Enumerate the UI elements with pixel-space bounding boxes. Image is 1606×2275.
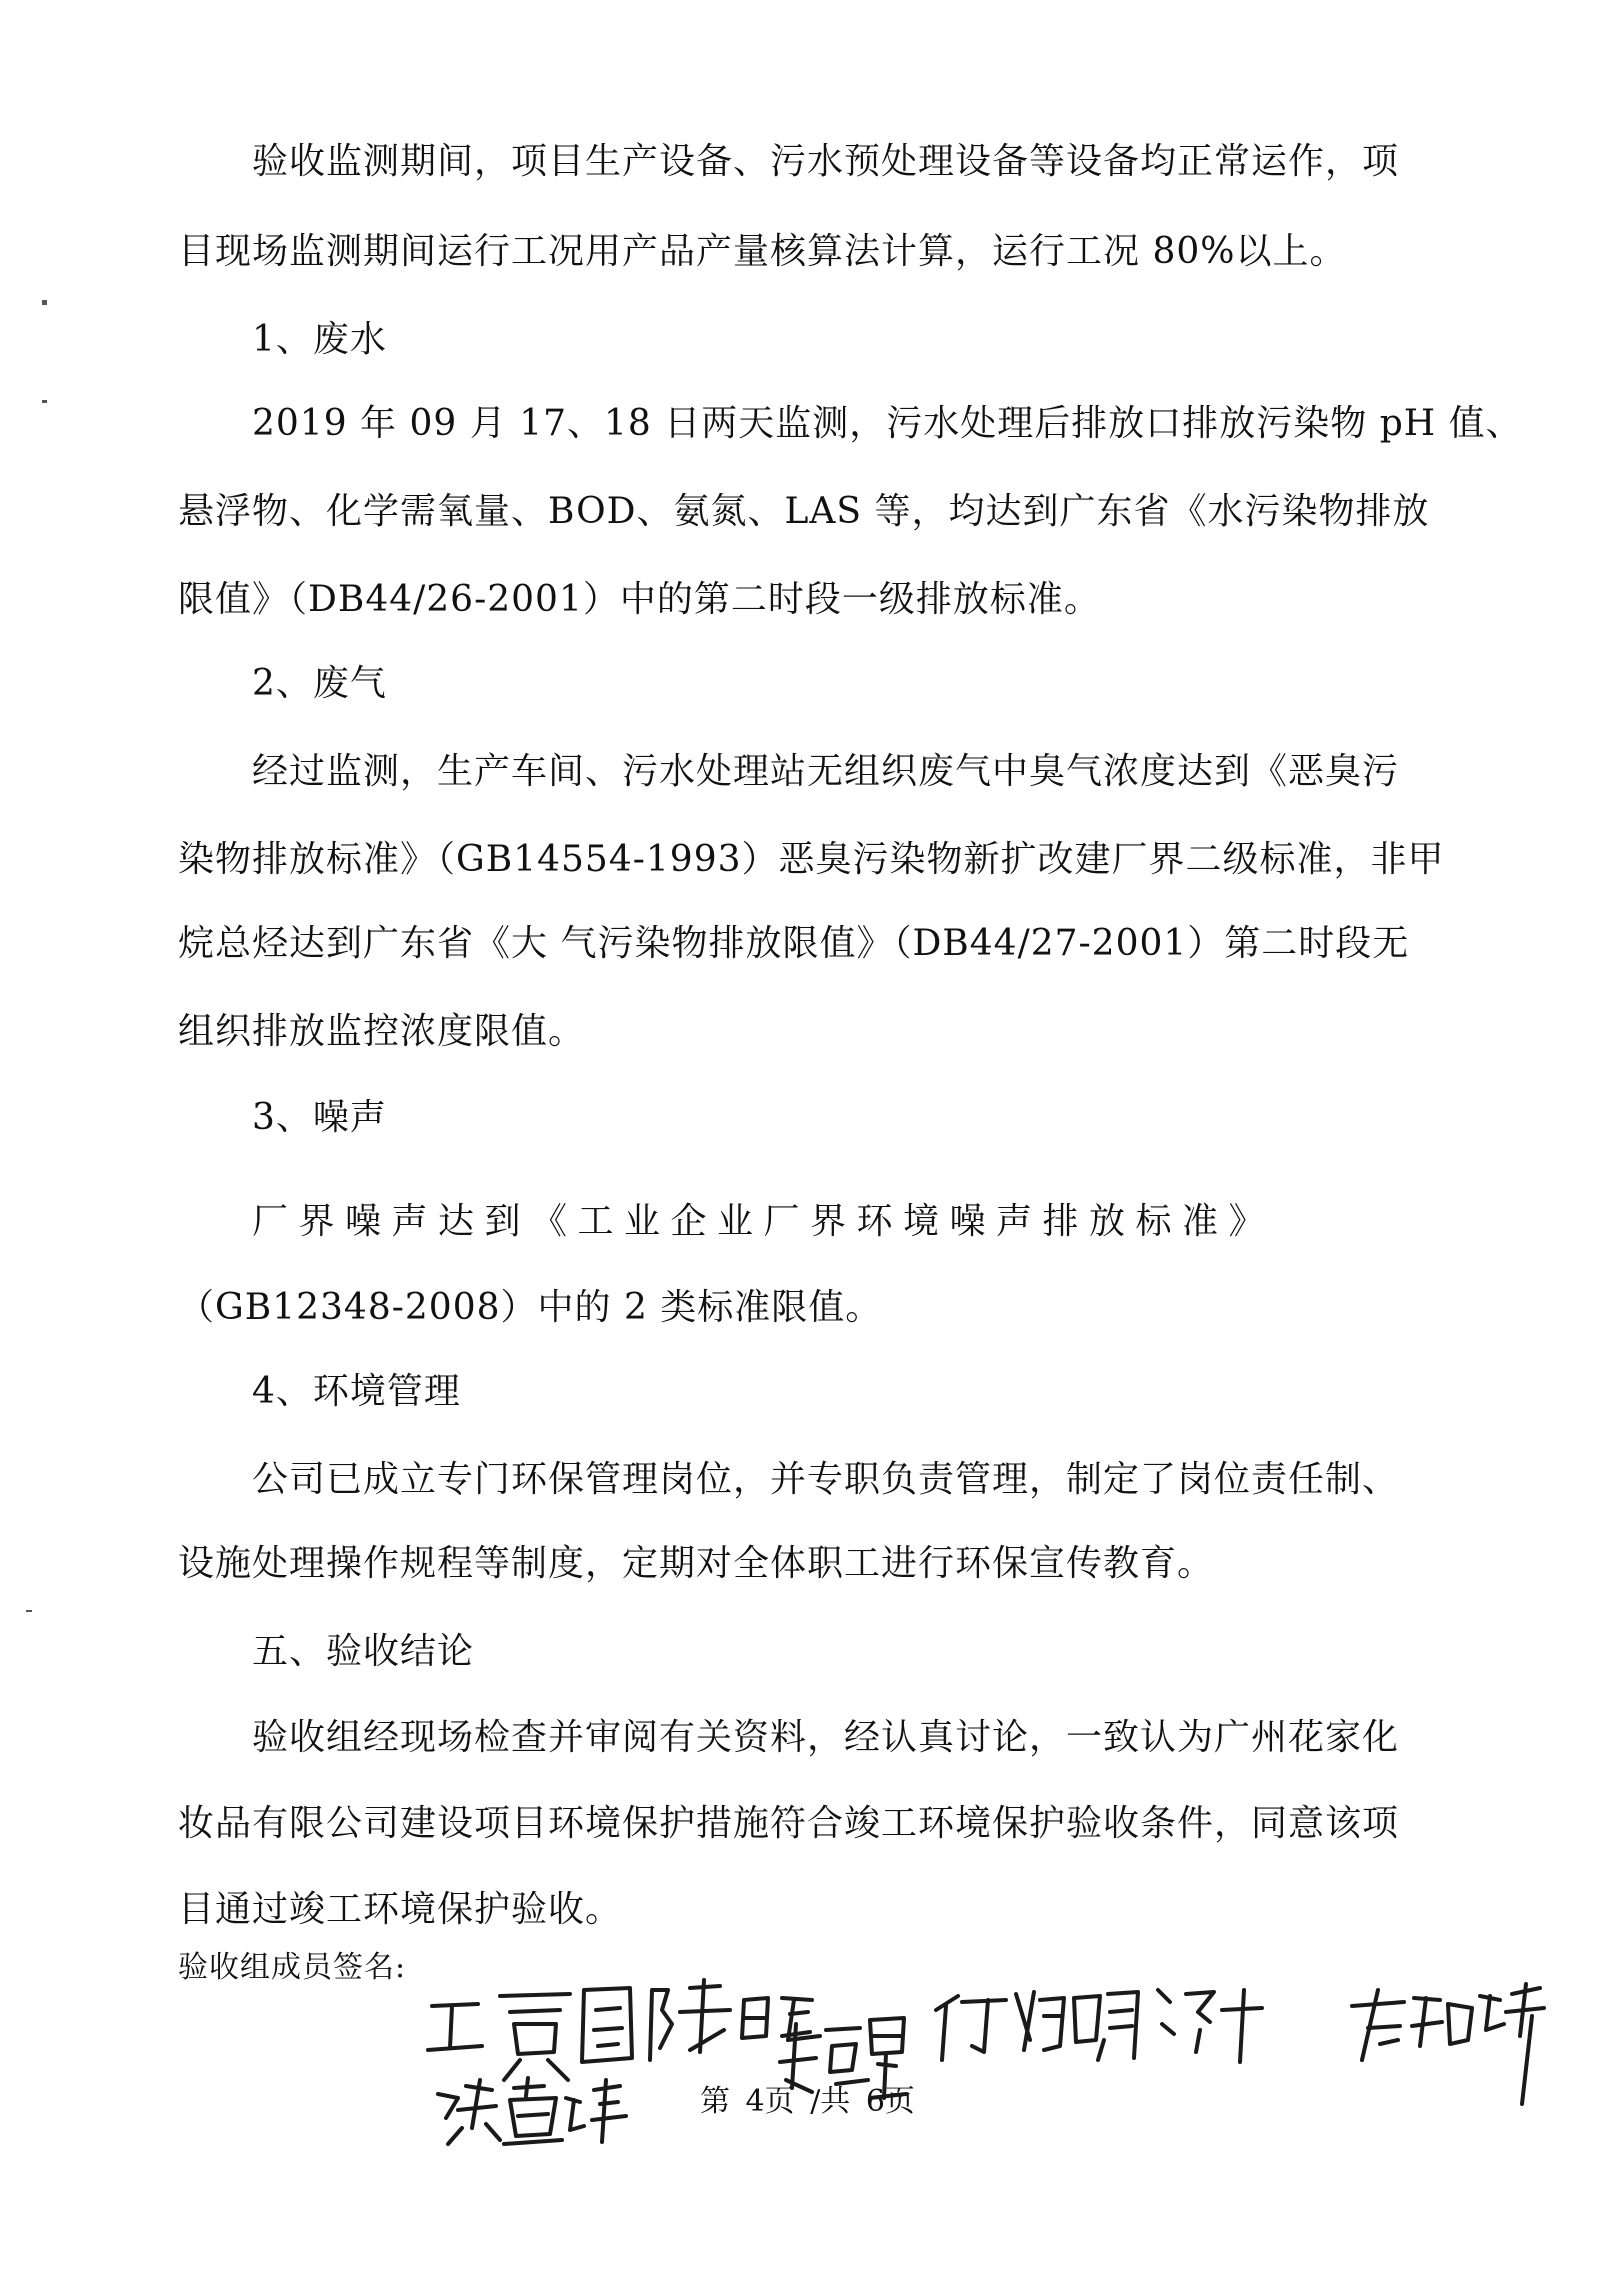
page-separator: /共	[810, 2084, 851, 2119]
page-prefix: 第	[700, 2084, 730, 2119]
paragraph-line: 公司已成立专门环保管理岗位，并专职负责管理，制定了岗位责任制、	[252, 1459, 1400, 1500]
paragraph-line: 设施处理操作规程等制度，定期对全体职工进行环保宣传教育。	[178, 1543, 1215, 1584]
section-heading: 4、环境管理	[252, 1371, 461, 1412]
paragraph-line: 经过监测，生产车间、污水处理站无组织废气中臭气浓度达到《恶臭污	[252, 751, 1400, 792]
section-heading: 2、废气	[252, 663, 387, 704]
paragraph-line: 目现场监测期间运行工况用产品产量核算法计算，运行工况 80%以上。	[178, 231, 1347, 272]
paragraph-line: 染物排放标准》（GB14554-1993）恶臭污染物新扩改建厂界二级标准，非甲	[178, 839, 1445, 880]
paragraph-line: 厂界噪声达到《工业企业厂界环境噪声排放标准》	[252, 1201, 1276, 1242]
page-number: 4页	[745, 2084, 795, 2119]
signature-7	[438, 2078, 626, 2144]
paragraph-line: （GB12348-2008）中的 2 类标准限值。	[178, 1287, 883, 1328]
paragraph-line: 悬浮物、化学需氧量、BOD、氨氮、LAS 等，均达到广东省《水污染物排放	[178, 491, 1430, 532]
paragraph-line: 目通过竣工环境保护验收。	[178, 1889, 623, 1930]
signature-3	[780, 2018, 906, 2098]
paragraph-line: 烷总烃达到广东省《大 气污染物排放限值》（DB44/27-2001）第二时段无	[178, 923, 1410, 964]
paragraph-line: 组织排放监控浓度限值。	[178, 1011, 586, 1052]
section-heading: 3、噪声	[252, 1097, 387, 1138]
paragraph-line: 验收组经现场检查并审阅有关资料，经认真讨论，一致认为广州花家化	[252, 1717, 1400, 1758]
section-heading: 1、废水	[252, 319, 387, 360]
section-heading: 五、验收结论	[252, 1631, 475, 1672]
page-total: 6页	[865, 2084, 915, 2119]
paragraph-line: 验收监测期间，项目生产设备、污水预处理设备等设备均正常运作，项	[252, 141, 1400, 182]
signature-label: 验收组成员签名:	[178, 1950, 407, 1985]
signature-4	[936, 1992, 1138, 2060]
signature-6	[1352, 1984, 1544, 2104]
paragraph-line: 妆品有限公司建设项目环境保护措施符合竣工环境保护验收条件，同意该项	[178, 1803, 1400, 1844]
signature-1	[428, 1988, 632, 2080]
paragraph-line: 限值》（DB44/26-2001）中的第二时段一级排放标准。	[178, 579, 1101, 620]
paragraph-line: 2019 年 09 月 17、18 日两天监测，污水处理后排放口排放污染物 pH 值、	[252, 403, 1523, 444]
signature-5	[1158, 1990, 1262, 2062]
